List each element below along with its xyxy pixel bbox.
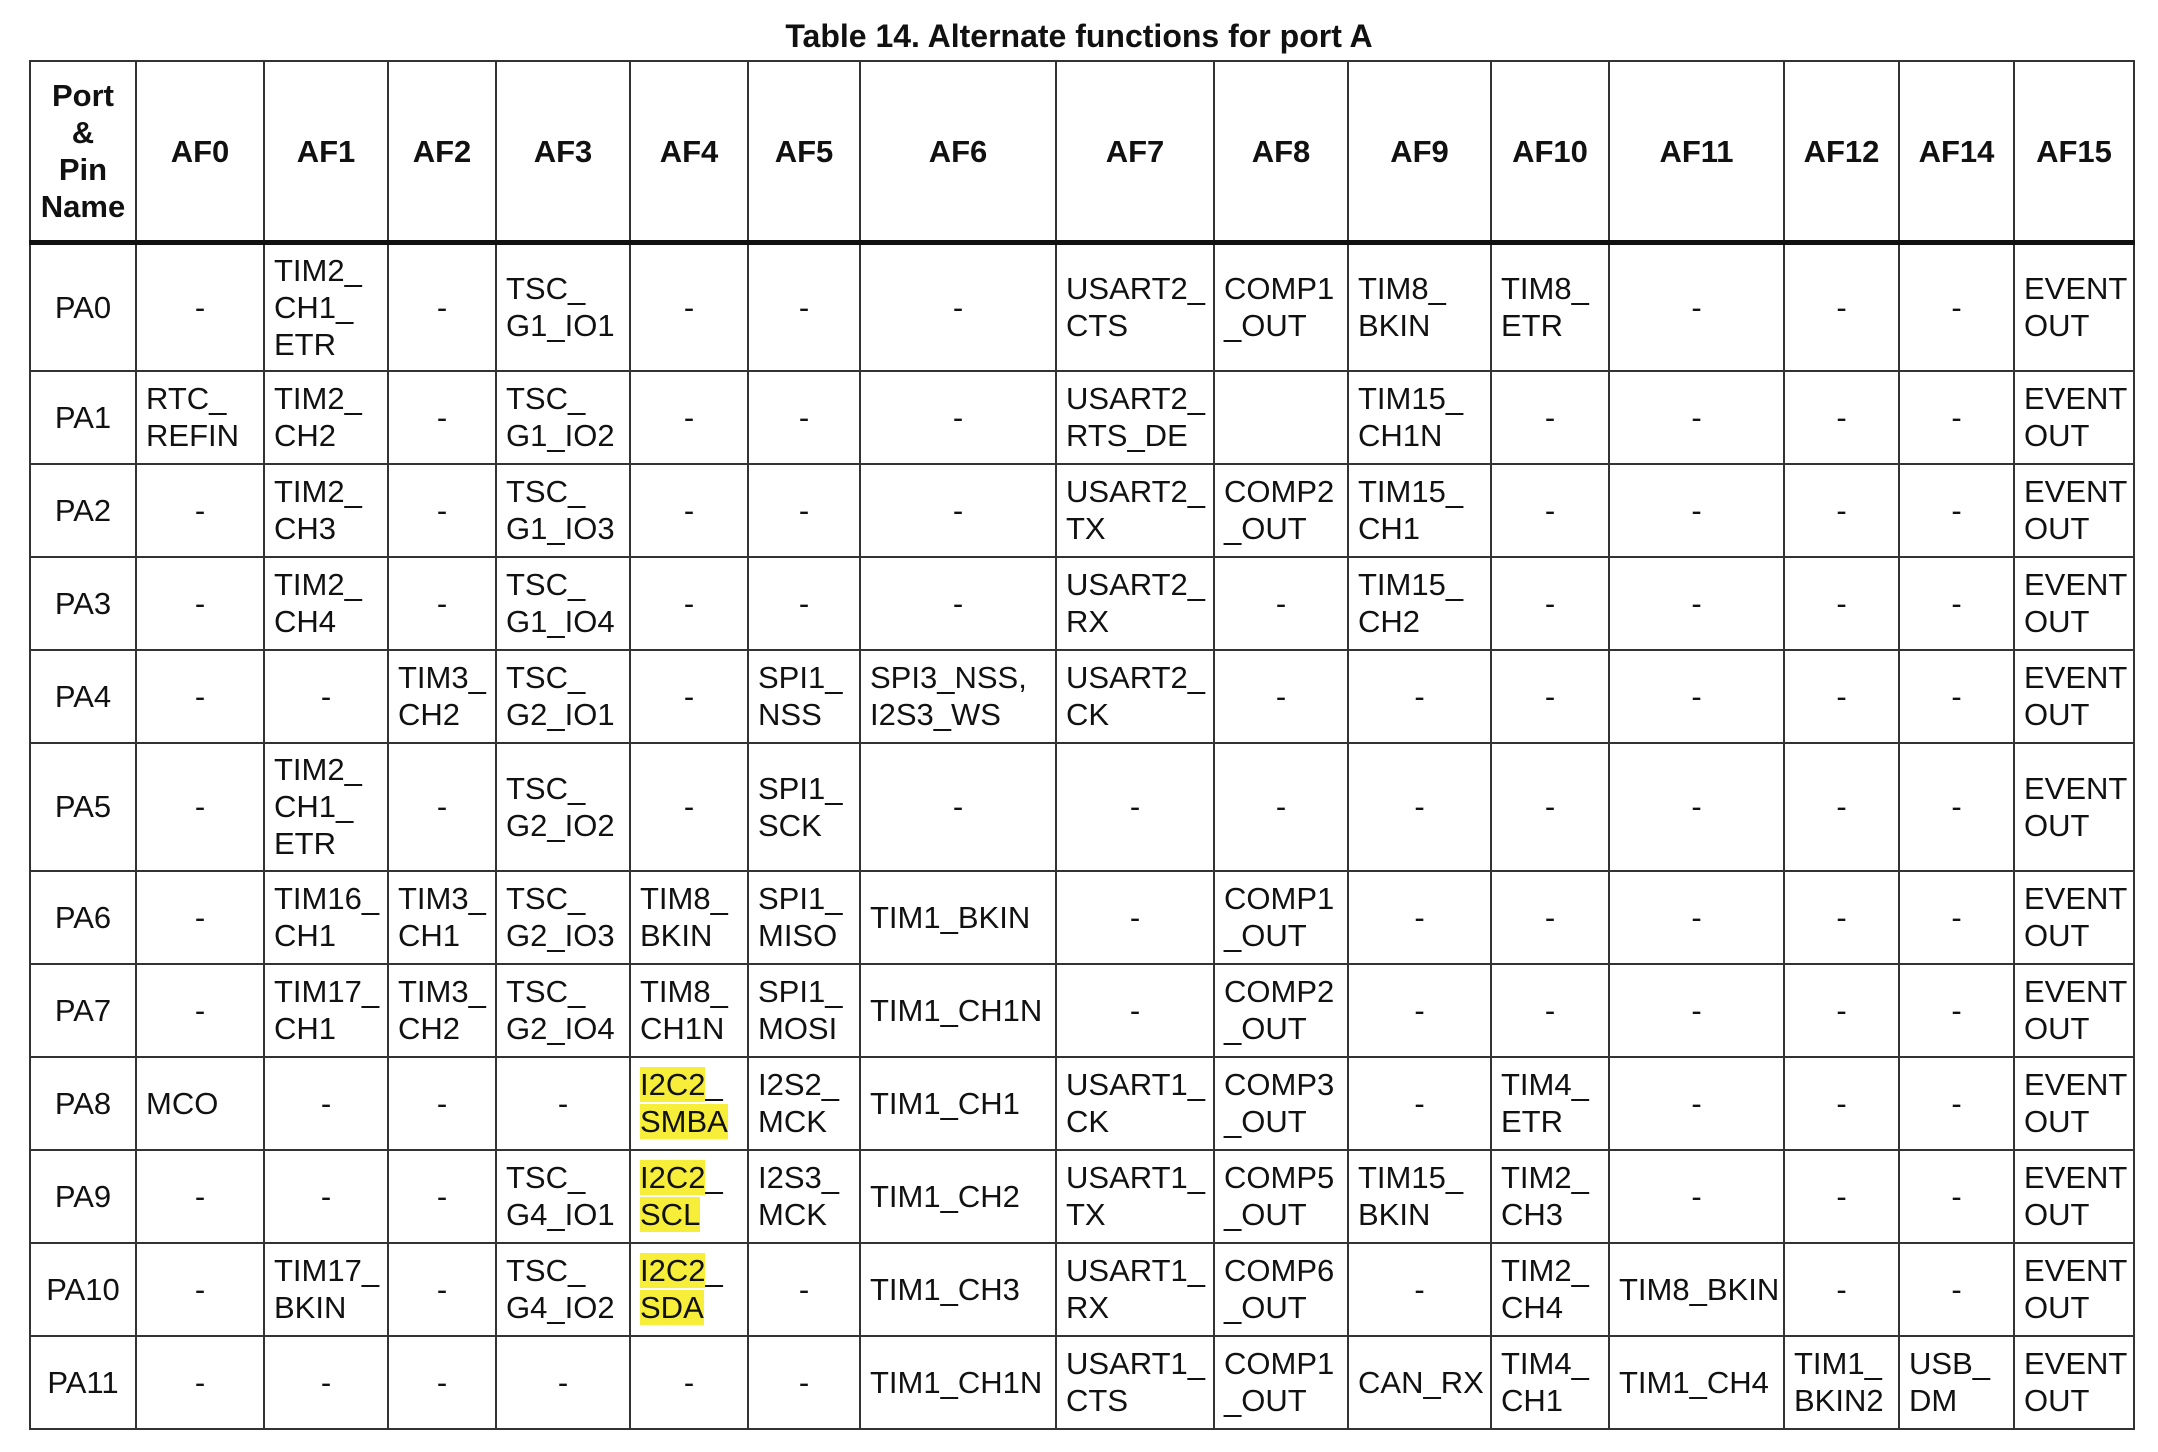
cell-af3: TSC_ G1_IO2 (496, 371, 630, 464)
cell-af3: TSC_ G1_IO4 (496, 557, 630, 650)
cell-af8: COMP6 _OUT (1214, 1243, 1348, 1336)
header-af12: AF12 (1784, 61, 1899, 243)
table-row (30, 1057, 2134, 1150)
cell-af4: - (630, 464, 748, 557)
header-row (30, 61, 2134, 243)
cell-af14: - (1899, 964, 2014, 1057)
cell-af5: SPI1_ SCK (748, 743, 860, 871)
cell-af9: TIM15_ CH2 (1348, 557, 1491, 650)
cell-af8: - (1214, 743, 1348, 871)
header-af8: AF8 (1214, 61, 1348, 243)
cell-af1: TIM2_ CH1_ ETR (264, 243, 388, 371)
cell-af14: - (1899, 464, 2014, 557)
cell-af11: - (1609, 1057, 1784, 1150)
cell-af2: - (388, 1057, 496, 1150)
table-title: Table 14. Alternate functions for port A (785, 18, 1373, 54)
cell-af8: COMP1 _OUT (1214, 871, 1348, 964)
cell-af12: - (1784, 1243, 1899, 1336)
cell-af0: - (136, 871, 264, 964)
cell-af7: USART1_ CK (1056, 1057, 1214, 1150)
table-row (30, 371, 2134, 464)
cell-af5: - (748, 243, 860, 371)
cell-af5: - (748, 1336, 860, 1429)
cell-af9: TIM15_ CH1 (1348, 464, 1491, 557)
header-af1: AF1 (264, 61, 388, 243)
pin-name-cell: PA5 (30, 743, 136, 871)
pin-name-cell: PA1 (30, 371, 136, 464)
cell-af8: COMP3 _OUT (1214, 1057, 1348, 1150)
cell-af1: TIM16_ CH1 (264, 871, 388, 964)
cell-af0: MCO (136, 1057, 264, 1150)
cell-af15: EVENT OUT (2014, 871, 2134, 964)
cell-af3: - (496, 1336, 630, 1429)
cell-af15: EVENT OUT (2014, 464, 2134, 557)
cell-af10: TIM2_ CH3 (1491, 1150, 1609, 1243)
highlighted-text: SDA (640, 1290, 704, 1325)
header-af11: AF11 (1609, 61, 1784, 243)
cell-af3: TSC_ G1_IO3 (496, 464, 630, 557)
cell-af11: - (1609, 743, 1784, 871)
header-af14: AF14 (1899, 61, 2014, 243)
cell-af1: TIM2_ CH1_ ETR (264, 743, 388, 871)
cell-af6: - (860, 557, 1056, 650)
alternate-functions-table (29, 60, 2135, 1430)
pin-name-cell: PA10 (30, 1243, 136, 1336)
cell-af8: COMP2 _OUT (1214, 964, 1348, 1057)
cell-af9: TIM15_ BKIN (1348, 1150, 1491, 1243)
cell-af15: EVENT OUT (2014, 1057, 2134, 1150)
header-af2: AF2 (388, 61, 496, 243)
header-port-pin-name: Port & Pin Name (30, 61, 136, 243)
cell-af11: - (1609, 871, 1784, 964)
cell-af2: - (388, 1150, 496, 1243)
cell-af8: - (1214, 650, 1348, 743)
cell-af6: TIM1_CH1N (860, 964, 1056, 1057)
header-af0: AF0 (136, 61, 264, 243)
cell-af7: USART2_ RX (1056, 557, 1214, 650)
cell-af0: - (136, 243, 264, 371)
cell-af15: EVENT OUT (2014, 1336, 2134, 1429)
cell-af1: TIM17_ BKIN (264, 1243, 388, 1336)
cell-af12: - (1784, 243, 1899, 371)
cell-af12: - (1784, 371, 1899, 464)
cell-af12: - (1784, 650, 1899, 743)
cell-af9: CAN_RX (1348, 1336, 1491, 1429)
header-af10: AF10 (1491, 61, 1609, 243)
highlighted-text: I2C2 (640, 1067, 706, 1102)
table-row (30, 557, 2134, 650)
pin-name-cell: PA7 (30, 964, 136, 1057)
cell-af0: RTC_ REFIN (136, 371, 264, 464)
cell-af6: TIM1_CH1 (860, 1057, 1056, 1150)
cell-af9: TIM15_ CH1N (1348, 371, 1491, 464)
cell-af12: - (1784, 1150, 1899, 1243)
cell-af7: USART2_ TX (1056, 464, 1214, 557)
cell-af5: SPI1_ MISO (748, 871, 860, 964)
cell-af1: - (264, 1057, 388, 1150)
table-row (30, 464, 2134, 557)
cell-af2: - (388, 1243, 496, 1336)
cell-af5: - (748, 464, 860, 557)
pin-name-cell: PA6 (30, 871, 136, 964)
cell-af9: - (1348, 871, 1491, 964)
cell-af1: TIM2_ CH4 (264, 557, 388, 650)
cell-af11: TIM1_CH4 (1609, 1336, 1784, 1429)
table-row (30, 964, 2134, 1057)
table-row (30, 1336, 2134, 1429)
cell-af12: - (1784, 743, 1899, 871)
cell-af1: - (264, 1336, 388, 1429)
header-af5: AF5 (748, 61, 860, 243)
table-row (30, 1150, 2134, 1243)
cell-af12: - (1784, 557, 1899, 650)
cell-af1: - (264, 1150, 388, 1243)
cell-af12: TIM1_ BKIN2 (1784, 1336, 1899, 1429)
cell-af10: - (1491, 371, 1609, 464)
cell-af4: I2C2_ SDA (630, 1243, 748, 1336)
pin-name-cell: PA9 (30, 1150, 136, 1243)
pin-name-cell: PA3 (30, 557, 136, 650)
cell-af10: TIM8_ ETR (1491, 243, 1609, 371)
cell-af6: TIM1_CH2 (860, 1150, 1056, 1243)
cell-af7: USART1_ CTS (1056, 1336, 1214, 1429)
cell-af9: - (1348, 650, 1491, 743)
cell-af11: TIM8_BKIN (1609, 1243, 1784, 1336)
cell-af7: USART2_ RTS_DE (1056, 371, 1214, 464)
cell-af6: TIM1_BKIN (860, 871, 1056, 964)
cell-af5: SPI1_ MOSI (748, 964, 860, 1057)
cell-af4: - (630, 650, 748, 743)
highlighted-text: SCL (640, 1197, 701, 1232)
cell-af0: - (136, 743, 264, 871)
cell-af2: - (388, 371, 496, 464)
cell-af8: COMP1 _OUT (1214, 243, 1348, 371)
cell-af9: - (1348, 743, 1491, 871)
cell-af15: EVENT OUT (2014, 650, 2134, 743)
cell-af6: TIM1_CH3 (860, 1243, 1056, 1336)
cell-af9: - (1348, 1057, 1491, 1150)
pin-name-cell: PA11 (30, 1336, 136, 1429)
cell-af14: - (1899, 650, 2014, 743)
cell-af11: - (1609, 371, 1784, 464)
cell-af6: TIM1_CH1N (860, 1336, 1056, 1429)
cell-af8 (1214, 371, 1348, 464)
cell-af15: EVENT OUT (2014, 557, 2134, 650)
cell-af15: EVENT OUT (2014, 371, 2134, 464)
table-row (30, 243, 2134, 371)
header-af9: AF9 (1348, 61, 1491, 243)
cell-af11: - (1609, 464, 1784, 557)
highlighted-text: SMBA (640, 1104, 728, 1139)
cell-af14: - (1899, 1243, 2014, 1336)
cell-af4: - (630, 1336, 748, 1429)
cell-af15: EVENT OUT (2014, 743, 2134, 871)
header-af7: AF7 (1056, 61, 1214, 243)
header-af4: AF4 (630, 61, 748, 243)
cell-af5: I2S2_ MCK (748, 1057, 860, 1150)
cell-af3: - (496, 1057, 630, 1150)
cell-af10: - (1491, 464, 1609, 557)
cell-af3: TSC_ G2_IO3 (496, 871, 630, 964)
cell-af2: - (388, 743, 496, 871)
cell-af14: - (1899, 871, 2014, 964)
cell-af4: I2C2_ SCL (630, 1150, 748, 1243)
cell-af6: - (860, 464, 1056, 557)
cell-af10: - (1491, 557, 1609, 650)
cell-af3: TSC_ G4_IO2 (496, 1243, 630, 1336)
cell-af9: - (1348, 1243, 1491, 1336)
cell-af3: TSC_ G1_IO1 (496, 243, 630, 371)
cell-af4: TIM8_ BKIN (630, 871, 748, 964)
table-body (30, 243, 2134, 1429)
cell-af15: EVENT OUT (2014, 1150, 2134, 1243)
cell-af4: TIM8_ CH1N (630, 964, 748, 1057)
cell-af10: TIM2_ CH4 (1491, 1243, 1609, 1336)
header-af6: AF6 (860, 61, 1056, 243)
cell-af3: TSC_ G4_IO1 (496, 1150, 630, 1243)
cell-af0: - (136, 557, 264, 650)
cell-af5: SPI1_ NSS (748, 650, 860, 743)
cell-af8: - (1214, 557, 1348, 650)
cell-af3: TSC_ G2_IO1 (496, 650, 630, 743)
cell-af15: EVENT OUT (2014, 1243, 2134, 1336)
cell-af9: - (1348, 964, 1491, 1057)
cell-af10: - (1491, 964, 1609, 1057)
cell-af6: - (860, 243, 1056, 371)
cell-af2: - (388, 557, 496, 650)
cell-af5: I2S3_ MCK (748, 1150, 860, 1243)
cell-af10: - (1491, 743, 1609, 871)
pin-name-cell: PA8 (30, 1057, 136, 1150)
cell-af5: - (748, 371, 860, 464)
cell-af15: EVENT OUT (2014, 964, 2134, 1057)
cell-af5: - (748, 1243, 860, 1336)
cell-af15: EVENT OUT (2014, 243, 2134, 371)
cell-af7: - (1056, 871, 1214, 964)
cell-af11: - (1609, 1150, 1784, 1243)
cell-af12: - (1784, 464, 1899, 557)
header-af15: AF15 (2014, 61, 2134, 243)
cell-af11: - (1609, 243, 1784, 371)
cell-af2: TIM3_ CH2 (388, 650, 496, 743)
cell-af0: - (136, 1336, 264, 1429)
cell-af0: - (136, 964, 264, 1057)
cell-af8: COMP1 _OUT (1214, 1336, 1348, 1429)
pin-name-cell: PA4 (30, 650, 136, 743)
cell-af9: TIM8_ BKIN (1348, 243, 1491, 371)
cell-af7: USART2_ CK (1056, 650, 1214, 743)
cell-af6: SPI3_NSS, I2S3_WS (860, 650, 1056, 743)
cell-af14: - (1899, 1150, 2014, 1243)
cell-af14: USB_ DM (1899, 1336, 2014, 1429)
cell-af2: TIM3_ CH2 (388, 964, 496, 1057)
cell-af14: - (1899, 557, 2014, 650)
cell-af14: - (1899, 1057, 2014, 1150)
cell-af14: - (1899, 243, 2014, 371)
pin-name-cell: PA0 (30, 243, 136, 371)
cell-af7: - (1056, 743, 1214, 871)
cell-af1: TIM17_ CH1 (264, 964, 388, 1057)
cell-af4: I2C2_ SMBA (630, 1057, 748, 1150)
cell-af4: - (630, 243, 748, 371)
cell-af0: - (136, 1243, 264, 1336)
cell-af6: - (860, 743, 1056, 871)
cell-af10: - (1491, 650, 1609, 743)
cell-af2: - (388, 243, 496, 371)
cell-af12: - (1784, 1057, 1899, 1150)
cell-af8: COMP2 _OUT (1214, 464, 1348, 557)
cell-af11: - (1609, 650, 1784, 743)
cell-af7: USART2_ CTS (1056, 243, 1214, 371)
cell-af14: - (1899, 371, 2014, 464)
cell-af1: TIM2_ CH2 (264, 371, 388, 464)
cell-af12: - (1784, 871, 1899, 964)
cell-af0: - (136, 650, 264, 743)
cell-af1: TIM2_ CH3 (264, 464, 388, 557)
cell-af12: - (1784, 964, 1899, 1057)
table-row (30, 743, 2134, 871)
cell-af11: - (1609, 557, 1784, 650)
cell-af7: USART1_ TX (1056, 1150, 1214, 1243)
pin-name-cell: PA2 (30, 464, 136, 557)
cell-af8: COMP5 _OUT (1214, 1150, 1348, 1243)
cell-af0: - (136, 464, 264, 557)
cell-af10: - (1491, 871, 1609, 964)
cell-af7: USART1_ RX (1056, 1243, 1214, 1336)
table-row (30, 650, 2134, 743)
cell-af1: - (264, 650, 388, 743)
cell-af2: TIM3_ CH1 (388, 871, 496, 964)
cell-af2: - (388, 1336, 496, 1429)
cell-af11: - (1609, 964, 1784, 1057)
cell-af4: - (630, 743, 748, 871)
table-row (30, 1243, 2134, 1336)
cell-af4: - (630, 557, 748, 650)
highlighted-text: I2C2 (640, 1160, 706, 1195)
cell-af7: - (1056, 964, 1214, 1057)
cell-af0: - (136, 1150, 264, 1243)
cell-af5: - (748, 557, 860, 650)
cell-af6: - (860, 371, 1056, 464)
highlighted-text: I2C2 (640, 1253, 706, 1288)
header-af3: AF3 (496, 61, 630, 243)
cell-af10: TIM4_ ETR (1491, 1057, 1609, 1150)
table-row (30, 871, 2134, 964)
cell-af2: - (388, 464, 496, 557)
cell-af14: - (1899, 743, 2014, 871)
cell-af3: TSC_ G2_IO4 (496, 964, 630, 1057)
cell-af10: TIM4_ CH1 (1491, 1336, 1609, 1429)
cell-af3: TSC_ G2_IO2 (496, 743, 630, 871)
cell-af4: - (630, 371, 748, 464)
